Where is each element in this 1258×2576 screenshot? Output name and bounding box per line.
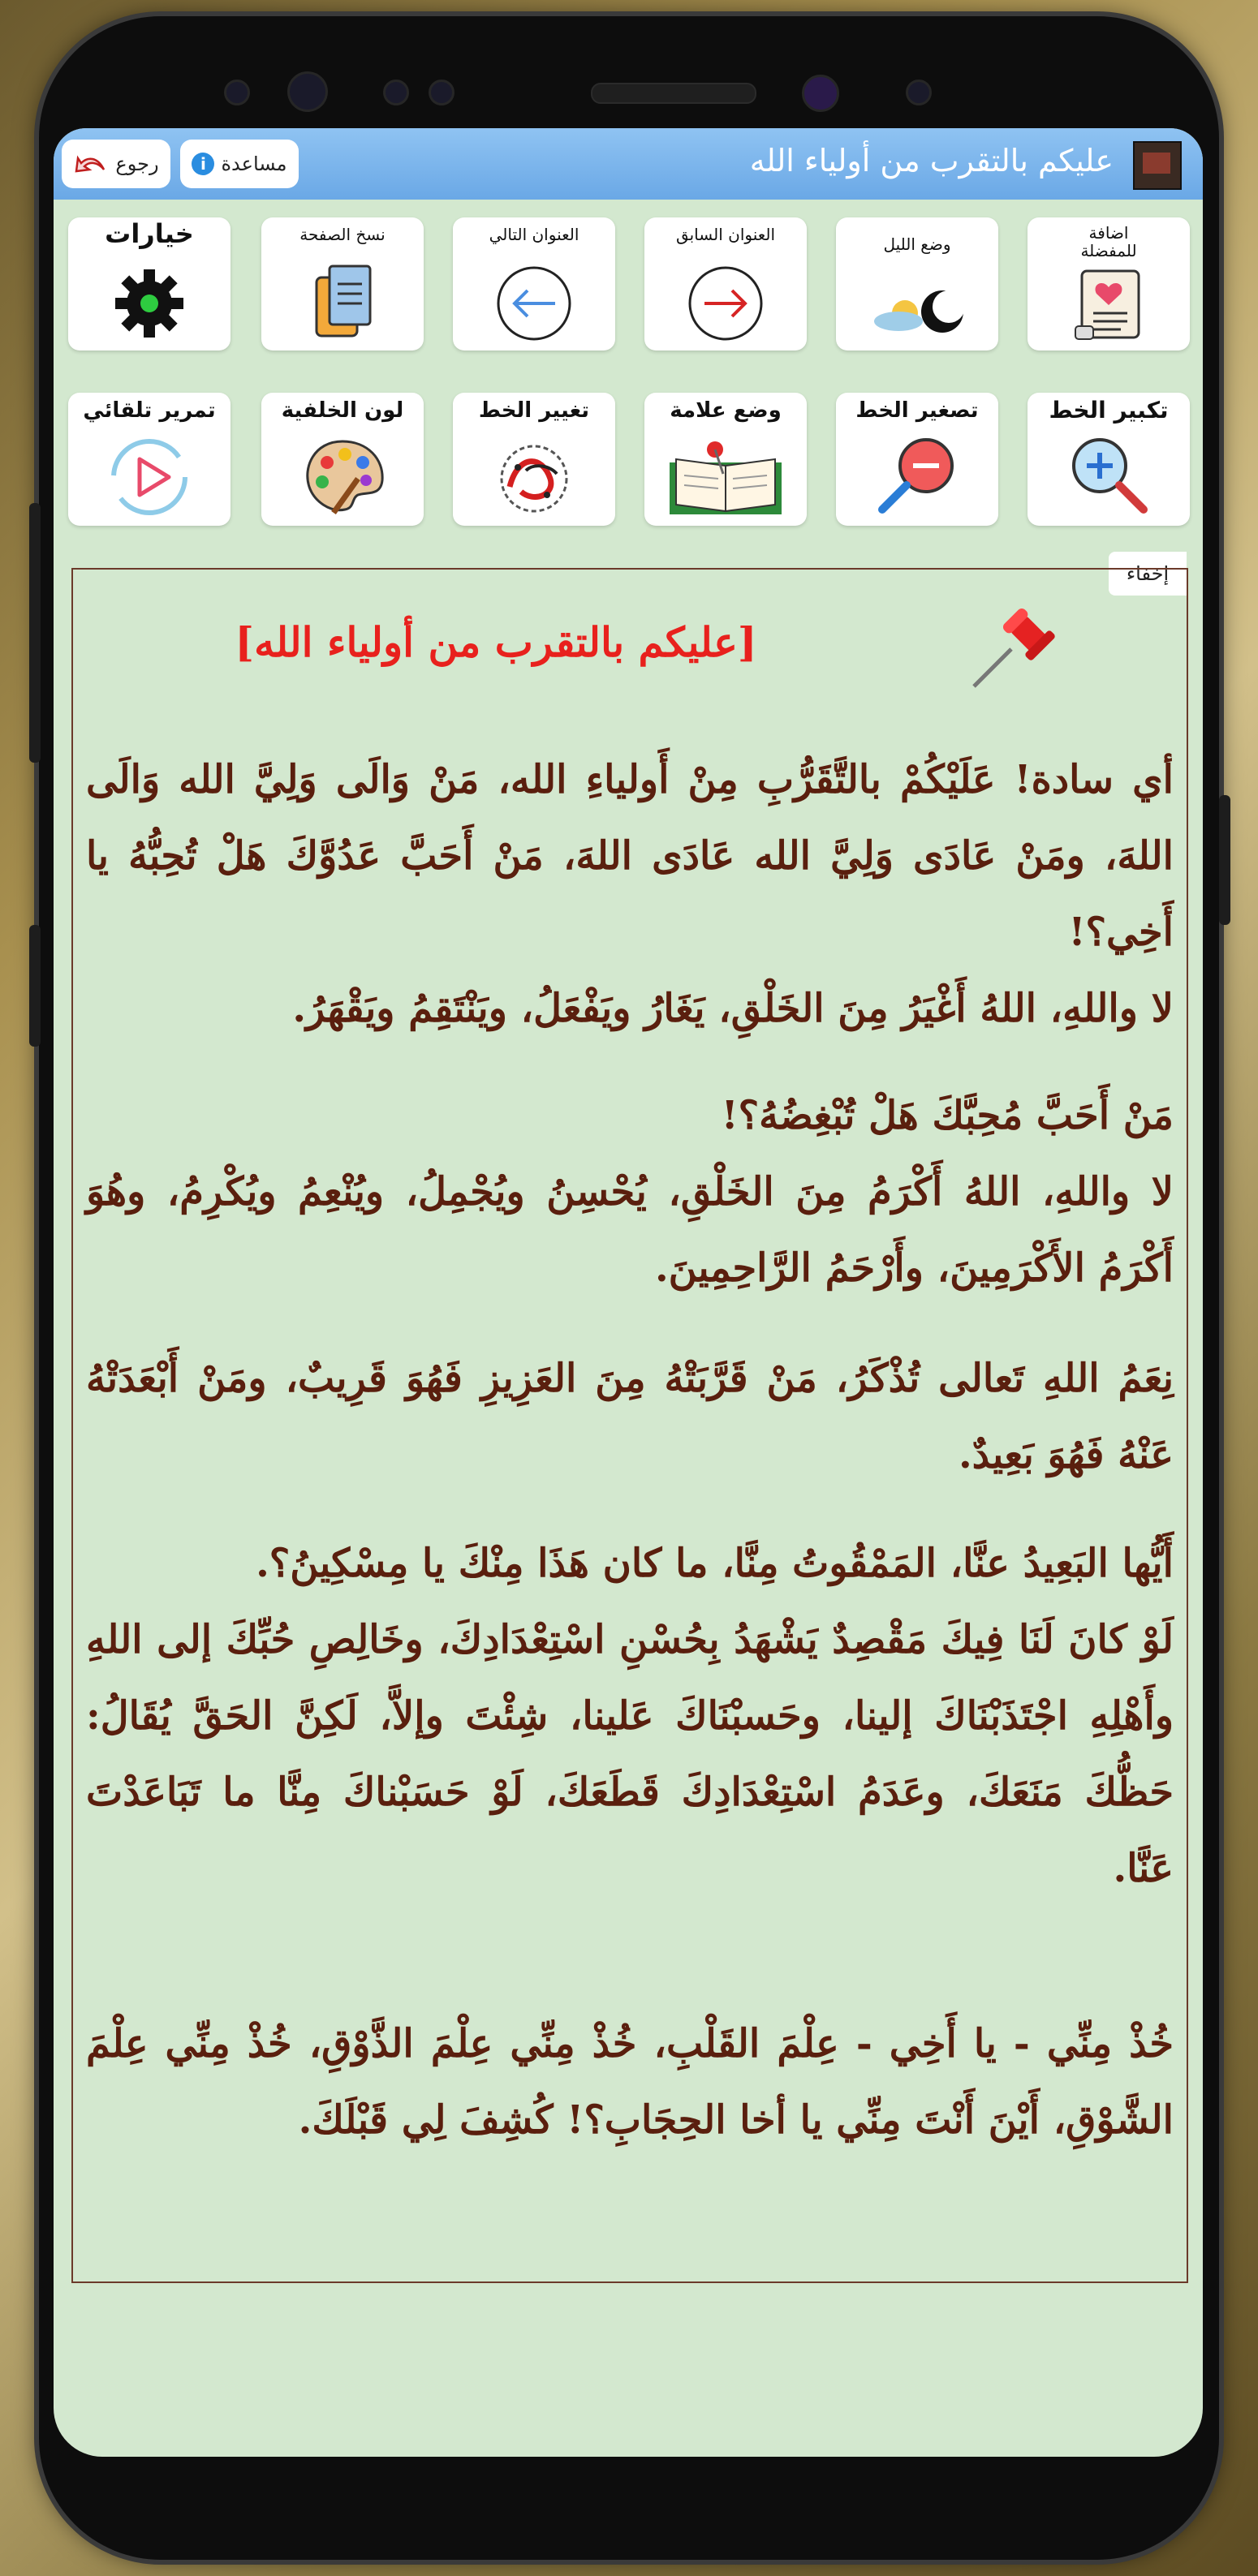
arrow-left-icon: [493, 263, 575, 344]
back-arrow-icon: [73, 152, 109, 176]
sensor-dot: [429, 80, 455, 105]
sensor-dot: [287, 71, 328, 112]
earpiece-speaker: [591, 83, 756, 104]
info-icon: i: [192, 153, 214, 175]
background-color-button[interactable]: لون الخلفية: [261, 393, 424, 526]
add-to-favorites-button[interactable]: اضافة للمفضلة: [1028, 217, 1190, 350]
article-heading: [عليكم بالتقرب من أولياء الله]: [235, 618, 757, 666]
power-button: [1219, 795, 1230, 925]
decrease-font-button[interactable]: تصغير الخط: [836, 393, 998, 526]
page-title: عليكم بالتقرب من أولياء الله: [749, 143, 1114, 178]
zoom-in-icon: [1064, 430, 1153, 519]
back-label: رجوع: [115, 153, 159, 175]
front-camera: [802, 75, 839, 112]
bookmark-button[interactable]: وضع علامة: [644, 393, 807, 526]
help-label: مساعدة: [221, 153, 287, 175]
copy-page-button[interactable]: نسخ الصفحة: [261, 217, 424, 350]
article-content: [71, 568, 1188, 2283]
paragraph-5: خُذْ مِنِّي - يا أَخِي - عِلْمَ القَلْبِ، خُذْ مِنِّي عِلْمَ الذَّوْقِ، خُذْ مِنِّي عِلْمَ الشَّوْقِ، أَيْنَ أَنْتَ مِنِّي يا أخا الحِجَابِ؟! كُشِفَ لِي قَبْلَكَ.: [86, 2021, 1174, 2143]
sensor-dot: [383, 80, 409, 105]
arrow-right-icon: [685, 263, 766, 344]
help-button[interactable]: [180, 140, 299, 188]
next-title-button[interactable]: العنوان التالي: [453, 217, 615, 350]
change-font-button[interactable]: تغيير الخط: [453, 393, 615, 526]
calligraphy-icon: [485, 438, 583, 519]
copy-page-icon: [302, 260, 383, 344]
side-button: [29, 925, 41, 1047]
app-logo-icon: [1133, 141, 1182, 190]
bookmark-book-icon: [665, 438, 786, 519]
hide-toolbar-button[interactable]: إخفاء: [1109, 552, 1187, 596]
increase-font-button[interactable]: تكبير الخط: [1028, 393, 1190, 526]
palette-icon: [298, 435, 387, 519]
pushpin-icon: [966, 602, 1063, 691]
autoscroll-play-icon: [107, 435, 192, 519]
paragraph-2: مَنْ أَحَبَّ مُحِبَّكَ هَلْ تُبْغِضُهُ؟! لا واللهِ، اللهُ أَكْرَمُ مِنَ الخَلْقِ، يُحْسِنُ ويُجْمِلُ، ويُنْعِمُ ويُكْرِمُ، وهُوَ أَكْرَمُ الأَكْرَمِينَ، وأَرْحَمُ الرَّاحِمِينَ.: [86, 1093, 1174, 1291]
paragraph-4: أَيُّها البَعِيدُ عنَّا، المَمْقُوتُ مِنَّا، ما كان هَذَا مِنْكَ يا مِسْكِينُ؟. لَوْ كانَ لَنَا فِيكَ مَقْصِدٌ يَشْهَدُ بِحُسْنِ اسْتِعْدَادِكَ، وخَالِصِ حُبِّكَ إلى اللهِ وأَهْلِهِ اجْتَذَبْنَاكَ إلينا، وحَسبْنَاكَ عَلينا، شِئْتَ وإلاَّ، لَكِنَّ الحَقَّ يُقَالُ: حَظُّكَ مَنَعَكَ، وعَدَمُ اسْتِعْدَادِكَ قَطَعَكَ، لَوْ حَسَبْناكَ مِنَّا ما تَبَاعَدْتَ عَنَّا.: [86, 1541, 1174, 1891]
app-screen: [54, 128, 1203, 2457]
favorite-scroll-icon: [1064, 263, 1153, 344]
previous-title-button[interactable]: العنوان السابق: [644, 217, 807, 350]
sensor-dot: [224, 80, 250, 105]
gear-icon: [109, 263, 190, 344]
paragraph-1: أي سادة! عَلَيْكُمْ بالتَّقَرُّبِ مِنْ أَولياءِ الله، مَنْ وَالَى وَلِيَّ الله وَالَى اللهَ، ومَنْ عَادَى وَلِيَّ الله عَادَى اللهَ، مَنْ أَحَبَّ عَدُوَّكَ هَلْ تُحِبُّهُ يا أَخِي؟! لا واللهِ، اللهُ أَغْيَرُ مِنَ الخَلْقِ، يَغَارُ ويَفْعَلُ، ويَنْتَقِمُ ويَقْهَرُ.: [86, 757, 1174, 1031]
volume-button: [29, 503, 41, 763]
night-mode-icon: [864, 279, 970, 344]
title-bar: [54, 128, 1203, 200]
sensor-dot: [906, 80, 932, 105]
paragraph-3: نِعَمُ اللهِ تَعالى تُذْكَرُ، مَنْ قَرَّبَتْهُ مِنَ العَزِيزِ فَهُوَ قَرِيبٌ، ومَنْ أَبْعَدَتْهُ عَنْهُ فَهُوَ بَعِيدٌ.: [86, 1356, 1174, 1477]
options-button[interactable]: خيارات: [68, 217, 230, 350]
back-button[interactable]: [62, 140, 170, 188]
auto-scroll-button[interactable]: تمرير تلقائي: [68, 393, 230, 526]
zoom-out-icon: [872, 430, 962, 519]
night-mode-button[interactable]: وضع الليل: [836, 217, 998, 350]
